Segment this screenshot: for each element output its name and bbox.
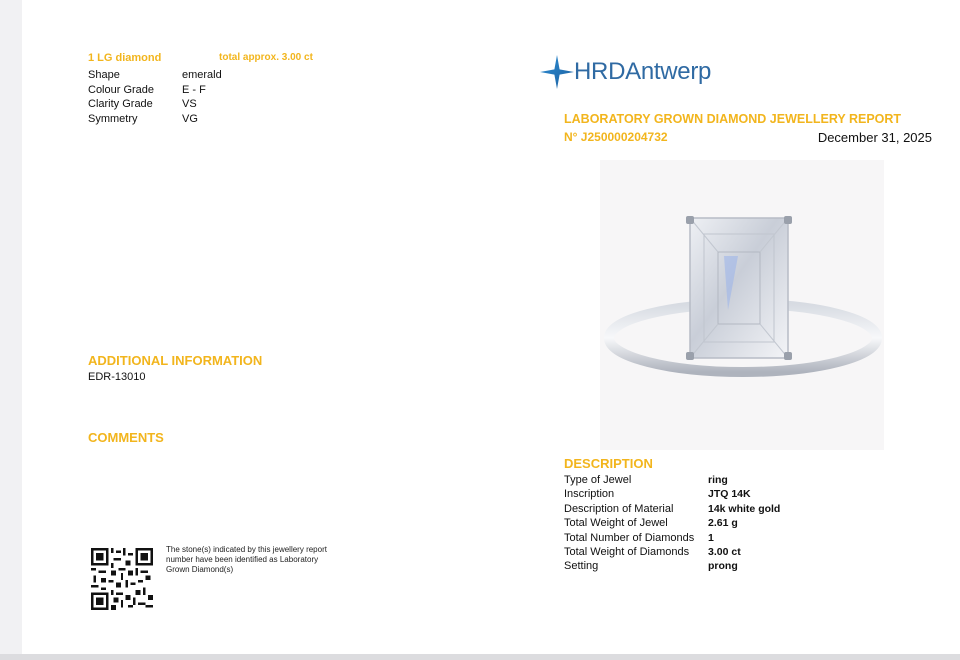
description-row xyxy=(564,487,780,501)
spec-value: emerald xyxy=(182,69,222,81)
spec-label: Shape xyxy=(88,69,120,81)
additional-info-value: EDR-13010 xyxy=(88,371,146,383)
description-value: prong xyxy=(708,560,738,573)
description-value: 3.00 ct xyxy=(708,546,741,559)
description-label: Setting xyxy=(564,560,599,573)
description-label: Total Weight of Diamonds xyxy=(564,546,690,559)
logo-wordmark-antwerp: Antwerp xyxy=(625,58,712,85)
description-row xyxy=(564,473,780,487)
spec-row-shape xyxy=(88,68,222,83)
spec-value: VS xyxy=(182,98,197,111)
description-value: 1 xyxy=(708,531,714,544)
spec-row-symmetry xyxy=(88,112,222,127)
description-row xyxy=(564,516,780,530)
report-number: N° J250000204732 xyxy=(564,130,668,144)
spec-label: Colour Grade xyxy=(88,83,155,96)
description-label: Description of Material xyxy=(564,502,674,515)
four-point-star-icon xyxy=(540,55,574,89)
logo-wordmark xyxy=(574,58,711,86)
logo-wordmark-hrd: HRD xyxy=(574,58,626,85)
stone-spec-table xyxy=(88,68,222,126)
description-row xyxy=(564,531,780,545)
stone-total-weight: total approx. 3.00 ct xyxy=(219,52,313,63)
spec-label: Symmetry xyxy=(88,112,138,125)
lab-grown-disclaimer: The stone(s) indicated by this jewellery report number have been identified as Laboratory Grown Diamond(s) xyxy=(166,545,327,574)
report-date: December 31, 2025 xyxy=(817,130,932,145)
spec-row-colour xyxy=(88,83,222,98)
page-edge-bottom xyxy=(0,654,960,660)
comments-heading: COMMENTS xyxy=(88,430,164,445)
additional-info-heading: ADDITIONAL INFORMATION xyxy=(88,353,263,368)
description-label: Type of Jewel xyxy=(564,474,632,486)
description-row xyxy=(564,559,780,573)
page-edge-left xyxy=(0,0,22,660)
description-row xyxy=(564,502,780,516)
description-label: Total Weight of Jewel xyxy=(564,517,668,530)
description-table xyxy=(564,473,780,574)
description-value: JTQ 14K xyxy=(708,488,751,501)
description-value: 2.61 g xyxy=(708,517,738,530)
description-label: Total Number of Diamonds xyxy=(564,531,695,544)
report-title: LABORATORY GROWN DIAMOND JEWELLERY REPORT xyxy=(564,112,902,126)
description-value: ring xyxy=(708,474,728,486)
spec-value: E - F xyxy=(182,83,206,96)
spec-row-clarity xyxy=(88,97,222,112)
description-row xyxy=(564,545,780,559)
stone-title: 1 LG diamond xyxy=(88,52,162,64)
description-label: Inscription xyxy=(564,488,615,501)
spec-label: Clarity Grade xyxy=(88,98,153,111)
description-heading: DESCRIPTION xyxy=(564,456,653,471)
description-value: 14k white gold xyxy=(708,502,781,515)
qr-code[interactable] xyxy=(91,548,153,610)
hrd-antwerp-logo xyxy=(540,52,711,92)
ring-photo xyxy=(600,160,884,450)
spec-value: VG xyxy=(182,112,198,125)
